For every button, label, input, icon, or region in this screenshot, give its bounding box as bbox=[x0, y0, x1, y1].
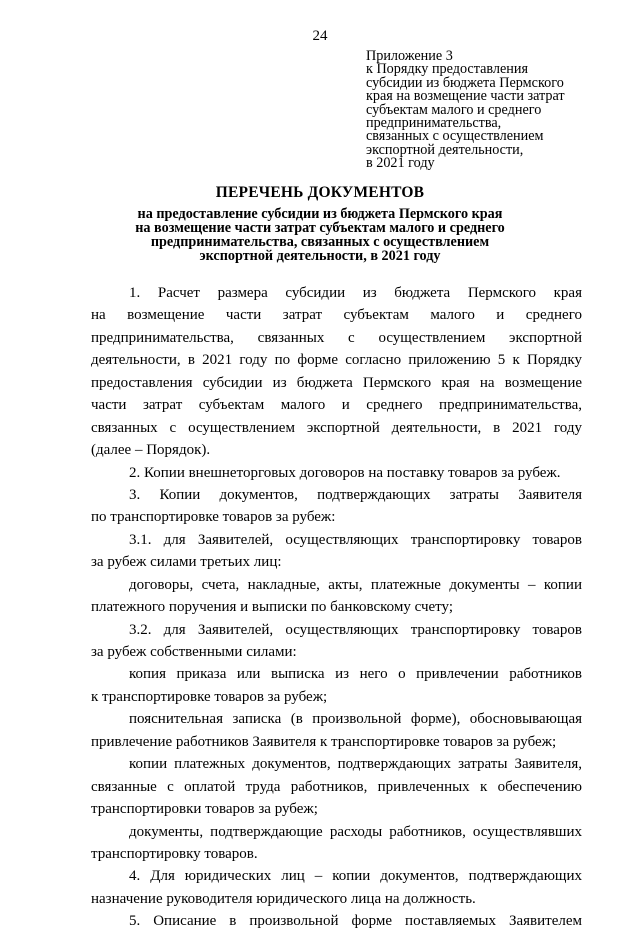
body-line: транспортировки товаров за рубеж; bbox=[91, 801, 318, 818]
body-line: пояснительная записка (в произвольной форме), обосновывающая bbox=[129, 711, 582, 728]
appendix-line: Приложение 3 bbox=[366, 48, 453, 64]
body-line: предоставления субсидии из бюджета Пермского края на возмещение bbox=[91, 374, 582, 391]
body-line: 1. Расчет размера субсидии из бюджета Пермского края bbox=[129, 285, 582, 301]
subtitle-line: предпринимательства, связанных с осуществлением bbox=[150, 234, 490, 250]
body-line: привлечение работников Заявителя к транспортировке товаров за рубеж; bbox=[91, 733, 557, 750]
body-line: 4. Для юридических лиц – копии документов, подтверждающих bbox=[129, 868, 582, 885]
body-line: за рубеж силами третьих лиц: bbox=[91, 554, 282, 571]
body-line: договоры, счета, накладные, акты, платежные документы – копии bbox=[129, 576, 582, 593]
body-line: за рубеж собственными силами: bbox=[91, 644, 297, 660]
body-line: 3.1. для Заявителей, осуществляющих транспортировку товаров bbox=[129, 531, 582, 548]
appendix-line: связанных с осуществлением bbox=[366, 128, 544, 145]
body-line: 2. Копии внешнеторговых договоров на поставку товаров за рубеж. bbox=[129, 464, 561, 481]
body-line: предпринимательства, связанных с осуществлением экспортной bbox=[91, 329, 582, 346]
body-line: по транспортировке товаров за рубеж: bbox=[91, 509, 336, 526]
document-title: ПЕРЕЧЕНЬ ДОКУМЕНТОВ bbox=[215, 184, 425, 201]
body-line: 5. Описание в произвольной форме поставляемых Заявителем bbox=[129, 913, 582, 930]
appendix-line: субсидии из бюджета Пермского bbox=[366, 74, 564, 91]
body-line: транспортировку товаров. bbox=[91, 845, 258, 862]
page-number: 24 bbox=[312, 28, 328, 44]
appendix-line: предпринимательства, bbox=[366, 115, 502, 132]
subtitle-line: экспортной деятельности, в 2021 году bbox=[199, 248, 441, 264]
appendix-header bbox=[366, 50, 626, 171]
appendix-line: края на возмещение части затрат bbox=[366, 88, 565, 105]
body-line: связанные с оплатой труда работников, привлеченных к обеспечению bbox=[91, 778, 582, 795]
appendix-line: экспортной деятельности, bbox=[366, 141, 524, 158]
subtitle-line: на предоставление субсидии из бюджета Пермского края bbox=[137, 206, 503, 222]
body-line: копия приказа или выписка из него о привлечении работников bbox=[129, 666, 582, 683]
subtitle-line: на возмещение части затрат субъектам малого и среднего bbox=[135, 220, 505, 236]
body-line: (далее – Порядок). bbox=[91, 442, 211, 459]
body-line: 3. Копии документов, подтверждающих затраты Заявителя bbox=[129, 486, 582, 503]
appendix-line: в 2021 году bbox=[366, 155, 435, 172]
body-line: 3.2. для Заявителей, осуществляющих транспортировку товаров bbox=[129, 621, 582, 638]
document-body bbox=[91, 282, 582, 933]
body-line: копии платежных документов, подтверждающих затраты Заявителя, bbox=[129, 756, 582, 773]
body-line: части затрат субъектам малого и среднего предпринимательства, bbox=[91, 397, 582, 414]
document-subtitle bbox=[0, 207, 640, 263]
body-line: на возмещение части затрат субъектам малого и среднего bbox=[91, 307, 582, 324]
body-line: платежного поручения и выписки по банковскому счету; bbox=[91, 599, 454, 616]
body-line: документы, подтверждающие расходы работников, осуществлявших bbox=[129, 823, 582, 840]
body-line: связанных с осуществлением экспортной деятельности, в 2021 году bbox=[91, 419, 582, 436]
appendix-line: субъектам малого и среднего bbox=[366, 101, 542, 118]
appendix-line: к Порядку предоставления bbox=[366, 61, 528, 78]
body-line: деятельности, в 2021 году по форме согласно приложению 5 к Порядку bbox=[91, 352, 582, 369]
body-line: назначение руководителя юридического лица на должность. bbox=[91, 890, 476, 907]
body-line: к транспортировке товаров за рубеж; bbox=[91, 688, 328, 705]
